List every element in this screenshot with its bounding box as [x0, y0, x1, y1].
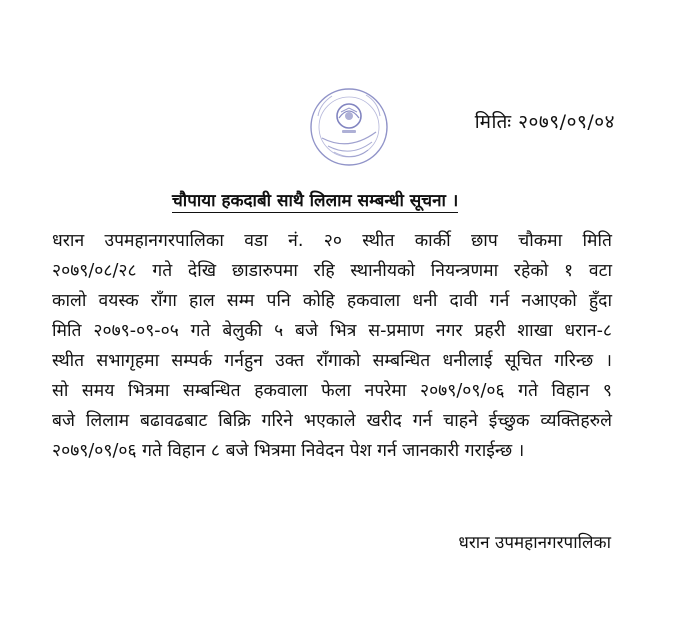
body-line: बजे लिलाम बढावढबाट बिक्रि गरिने भएकाले खरीद गर्न चाहने ईच्छुक व्यक्तिहरुले — [52, 411, 612, 431]
body-line: स्थीत सभागृहमा सम्पर्क गर्नहुन उक्त राँगाको सम्बन्धित धनीलाई सूचित गरिन्छ । — [52, 351, 612, 371]
body-line: सो समय भित्रमा सम्बन्धित हकवाला फेला नपरेमा २०७९/०९/०६ गते विहान ९ — [52, 381, 612, 401]
body-line: मिति २०७९-०९-०५ गते बेलुकी ५ बजे भित्र स-प्रमाण नगर प्रहरी शाखा धरान-८ — [52, 321, 612, 341]
notice-title: चौपाया हकदाबी साथै लिलाम सम्बन्धी सूचना । — [172, 188, 458, 213]
body-line: २०७९/०९/०६ गते विहान ८ बजे भित्रमा निवेदन पेश गर्न जानकारी गराईन्छ । — [52, 441, 525, 461]
notice-date: मितिः २०७९/०९/०४ — [474, 111, 615, 133]
body-line: धरान उपमहानगरपालिका वडा नं. २० स्थीत कार्की छाप चौकमा मिति — [52, 231, 612, 251]
municipality-seal-stamp — [308, 86, 390, 168]
body-line: कालो वयस्क राँगा हाल सम्म पनि कोहि हकवाला धनी दावी गर्न नआएको हुँदा — [52, 291, 612, 311]
issuer-signature: धरान उपमहानगरपालिका — [458, 533, 611, 553]
seal-icon — [308, 86, 390, 168]
body-line: २०७९/०८/२८ गते देखि छाडारुपमा रहि स्थानीयको नियन्त्रणमा रहेको १ वटा — [52, 261, 612, 281]
notice-body — [52, 226, 612, 466]
